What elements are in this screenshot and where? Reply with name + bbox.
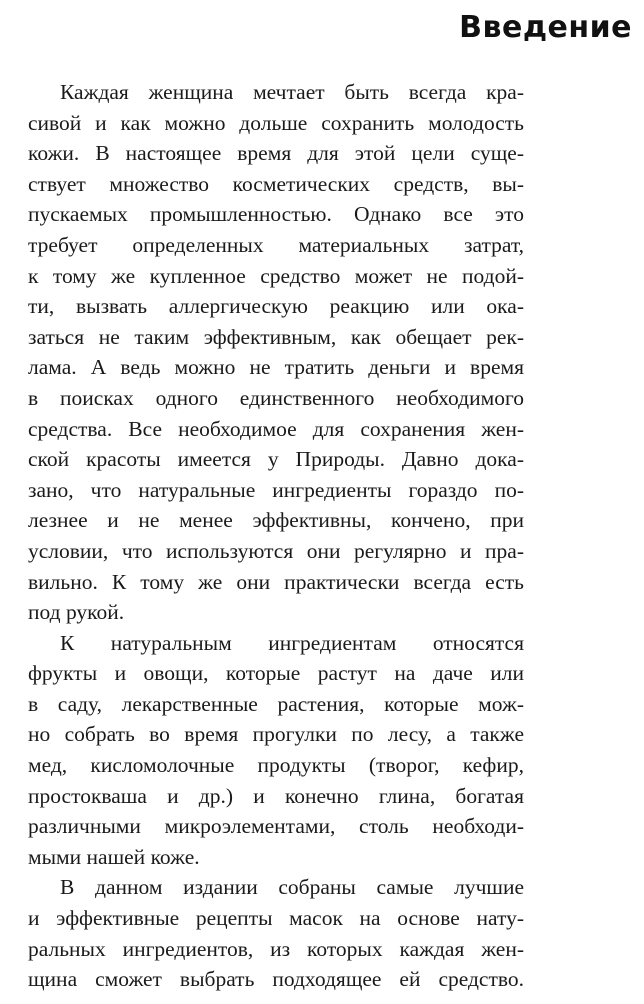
text-line: ральных ингредиентов, из которых каждая жен- xyxy=(28,936,524,961)
text-line: Каждая женщина мечтает быть всегда кра- xyxy=(60,80,524,104)
text-line: требует определенных материальных затрат, xyxy=(28,232,524,257)
text-line: к тому же купленное средство может не подой- xyxy=(28,263,524,288)
chapter-heading: Введение xyxy=(459,10,632,45)
text-line: условии, что используются они регулярно и пра- xyxy=(28,538,524,563)
text-line: В данном издании собраны самые лучшие xyxy=(60,875,524,900)
text-line: и эффективные рецепты масок на основе нату- xyxy=(28,906,524,931)
text-line: под рукой. xyxy=(28,600,125,625)
text-line: сивой и как можно дольше сохранить молодость xyxy=(28,110,524,135)
text-line: но собрать во время прогулки по лесу, а также xyxy=(28,722,524,747)
paragraph xyxy=(28,628,524,873)
paragraph xyxy=(28,872,524,994)
text-line: мед, кисломолочные продукты (творог, кефир, xyxy=(28,753,524,778)
text-line: лезнее и не менее эффективны, кончено, при xyxy=(28,508,524,533)
text-line: щина сможет выбрать подходящее ей средство. xyxy=(28,967,524,992)
text-line: фрукты и овощи, которые растут на даче или xyxy=(28,661,524,686)
text-line: кожи. В настоящее время для этой цели суще- xyxy=(28,141,524,166)
text-line: ствует множество косметических средств, вы- xyxy=(28,171,524,196)
paragraph xyxy=(28,77,524,628)
text-line: средства. Все необходимое для сохранения жен- xyxy=(28,416,524,441)
text-line: в поисках одного единственного необходимого xyxy=(28,385,524,410)
text-line: заться не таким эффективным, как обещает рек- xyxy=(28,324,524,349)
text-line: мыми нашей коже. xyxy=(28,844,200,869)
text-line: различными микроэлементами, столь необходи- xyxy=(28,814,524,839)
text-line: К натуральным ингредиентам относятся xyxy=(60,630,524,655)
text-line: ской красоты имеется у Природы. Давно дока- xyxy=(28,447,524,472)
text-line: простокваша и др.) и конечно глина, богатая xyxy=(28,783,524,808)
text-line: вильно. К тому же они практически всегда есть xyxy=(28,569,524,594)
text-line: зано, что натуральные ингредиенты гораздо по- xyxy=(28,477,524,502)
text-line: в саду, лекарственные растения, которые мож- xyxy=(28,691,524,716)
text-line: ти, вызвать аллергическую реакцию или ока- xyxy=(28,294,524,319)
text-line: лама. А ведь можно не тратить деньги и время xyxy=(28,355,524,380)
text-line: пускаемых промышленностью. Однако все это xyxy=(28,202,524,227)
body-text xyxy=(28,77,524,995)
